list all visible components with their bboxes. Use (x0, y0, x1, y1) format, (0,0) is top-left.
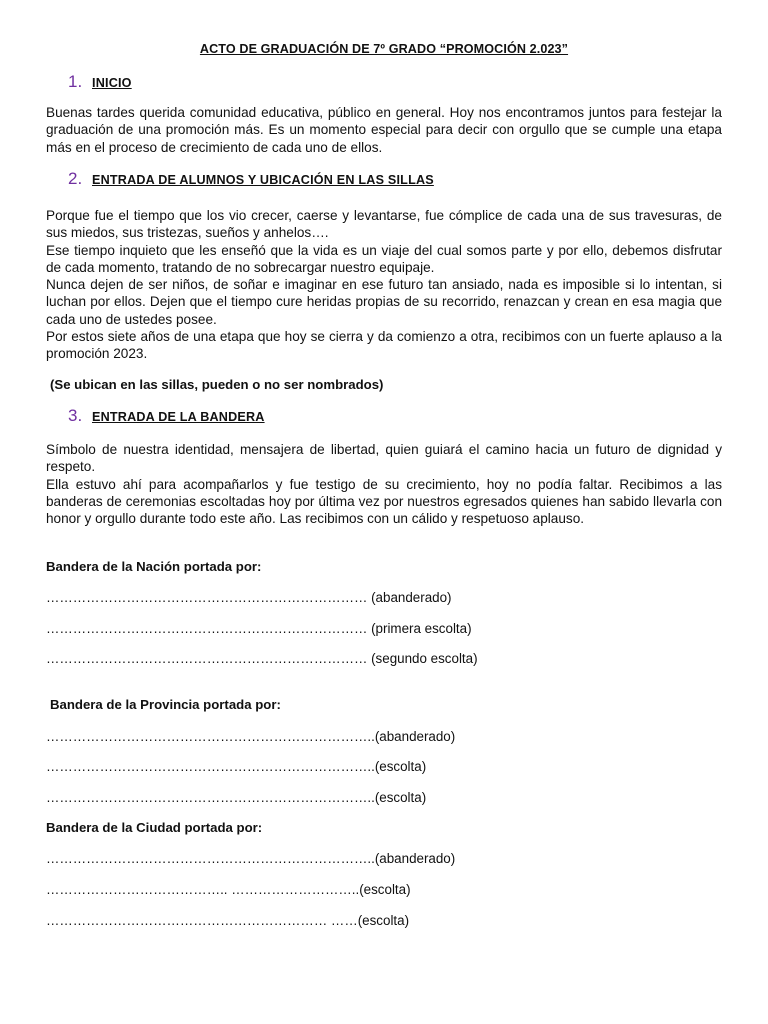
fill-in-line: ………………………………………………………………..(escolta) (46, 759, 427, 774)
paragraph: Símbolo de nuestra identidad, mensajera de libertad, quien guiará el camino hacia un futuro de dignidad y respeto. (46, 442, 722, 475)
paragraph: Ese tiempo inquieto que les enseñó que la vida es un viaje del cual somos parte y por ello, debemos disfrutar de cada momento, tratando de no sobrecargar nuestro equipaje. (46, 242, 722, 275)
paragraph: Por estos siete años de una etapa que hoy se cierra y da comienzo a otra, recibimos con un fuerte aplauso a la promoción 2023. (46, 329, 722, 362)
section-number: 3. (68, 406, 83, 425)
flag-province-heading: Bandera de la Provincia portada por: (50, 697, 281, 712)
paragraph: Ella estuvo ahí para acompañarlos y fue testigo de su crecimiento, hoy no podía faltar. Recibimos a las banderas de ceremonias escoltadas hoy por última vez por nuestros egresados quienes han sabido llevarla con honor y orgullo durante todo este año. Las recibimos con un cálido y respetuoso aplauso. (46, 476, 722, 527)
paragraph: Porque fue el tiempo que los vio crecer, caerse y levantarse, fue cómplice de cada una de sus travesuras, de sus miedos, sus tristezas, sueños y anhelos…. (46, 208, 722, 241)
fill-in-line: ……………………………………………………………… (segundo escolta) (46, 651, 478, 666)
flag-city-heading: Bandera de la Ciudad portada por: (46, 820, 263, 835)
section-title: INICIO (92, 76, 132, 90)
flag-nation-heading: Bandera de la Nación portada por: (46, 559, 262, 574)
section-3-heading (68, 406, 265, 426)
section-1-paragraph: Buenas tardes querida comunidad educativa, público en general. Hoy nos encontramos juntos para festejar la graduación de una promoción más. Es un momento especial para decir con orgullo que se cumple una etapa más en el proceso de crecimiento de cada uno de ellos. (46, 105, 722, 155)
fill-in-line: ………………………………………………………………..(escolta) (46, 790, 427, 805)
fill-in-line: ……………………………………………………………… (abanderado) (46, 590, 452, 605)
section-1-heading (68, 72, 132, 92)
section-3-body (46, 441, 722, 527)
section-number: 2. (68, 169, 83, 188)
document-title: ACTO DE GRADUACIÓN DE 7º GRADO “PROMOCIÓN 2.023” (199, 42, 569, 56)
fill-in-line: ………………………………….. ………………………..(escolta) (46, 882, 411, 897)
section-title: ENTRADA DE LA BANDERA (92, 410, 265, 424)
section-number: 1. (68, 72, 83, 91)
fill-in-line: ………………………………………………………………..(abanderado) (46, 851, 456, 866)
fill-in-line: ……………………………………………………… ……(escolta) (46, 913, 410, 928)
section-2-heading (68, 169, 434, 189)
fill-in-line: ………………………………………………………………..(abanderado) (46, 729, 456, 744)
paragraph: Nunca dejen de ser niños, de soñar e imaginar en ese futuro tan ansiado, nada es imposible si lo intentan, si luchan por ellos. Dejen que el tiempo cure heridas propias de su recorrido, renazcan y crean en esa magia que cada uno de ustedes posee. (46, 277, 722, 327)
stage-direction-note: (Se ubican en las sillas, pueden o no ser nombrados) (50, 377, 384, 392)
section-title: ENTRADA DE ALUMNOS Y UBICACIÓN EN LAS SILLAS (92, 173, 434, 187)
fill-in-line: ……………………………………………………………… (primera escolta) (46, 621, 472, 636)
section-2-body (46, 207, 722, 363)
